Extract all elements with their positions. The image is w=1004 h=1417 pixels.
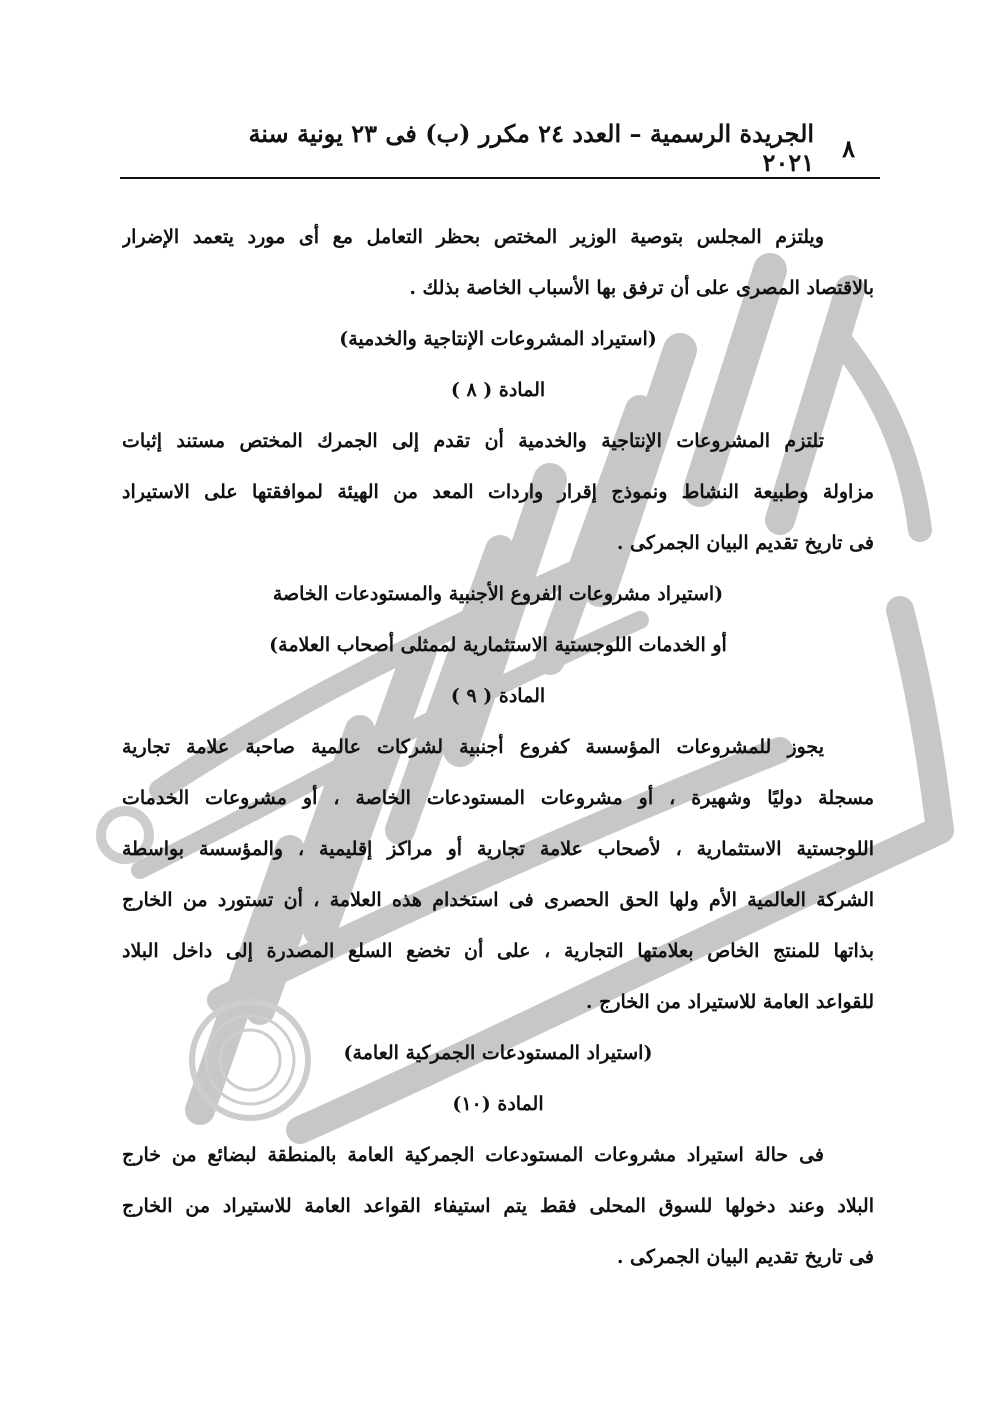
article-number: المادة ( ٨ ) <box>450 379 546 401</box>
body-line: بالاقتصاد المصرى على أن ترفق بها الأسباب الخاصة بذلك . <box>409 277 874 299</box>
body-line: تلتزم المشروعات الإنتاجية والخدمية أن تقدم إلى الجمرك المختص مستند إثبات <box>122 430 824 452</box>
body-line: ويلتزم المجلس بتوصية الوزير المختص بحظر التعامل مع أى مورد يتعمد الإضرار <box>122 226 824 248</box>
section-heading: (استيراد مشروعات الفروع الأجنبية والمستودعات الخاصة <box>272 583 724 605</box>
section-heading: (استيراد المستودعات الجمركية العامة) <box>343 1042 653 1064</box>
document-body <box>122 212 874 1283</box>
page-number: ٨ <box>842 133 855 163</box>
body-line: فى حالة استيراد مشروعات المستودعات الجمركية العامة بالمنطقة لبضائع من خارج <box>122 1144 824 1166</box>
page-header <box>205 119 855 177</box>
section-heading: (استيراد المشروعات الإنتاجية والخدمية) <box>339 328 657 350</box>
article-number: المادة (١٠) <box>452 1093 544 1115</box>
body-line: بذاتها للمنتج الخاص بعلامتها التجارية ، على أن تخضع السلع المصدرة إلى داخل البلاد <box>122 940 874 962</box>
body-line: الشركة العالمية الأم ولها الحق الحصرى فى استخدام هذه العلامة ، أن تستورد من الخارج <box>122 889 874 911</box>
article-number: المادة ( ٩ ) <box>450 685 546 707</box>
header-divider <box>120 177 880 179</box>
body-line: يجوز للمشروعات المؤسسة كفروع أجنبية لشركات عالمية صاحبة علامة تجارية <box>122 736 824 758</box>
body-line: مسجلة دوليًا وشهيرة ، أو مشروعات المستودعات الخاصة ، أو مشروعات الخدمات <box>122 787 874 809</box>
body-line: اللوجستية الاستثمارية ، لأصحاب علامة تجارية أو مراكز إقليمية ، والمؤسسة بواسطة <box>122 838 874 860</box>
body-line: للقواعد العامة للاستيراد من الخارج . <box>585 991 874 1013</box>
body-line: البلاد وعند دخولها للسوق المحلى فقط يتم استيفاء القواعد العامة للاستيراد من الخارج <box>122 1195 874 1217</box>
body-line: مزاولة وطبيعة النشاط ونموذج إقرار واردات المعد من الهيئة لموافقتها على الاستيراد <box>122 481 874 503</box>
section-heading: أو الخدمات اللوجستية الاستثمارية لممثلى أصحاب العلامة) <box>269 634 727 656</box>
body-line: فى تاريخ تقديم البيان الجمركى . <box>616 532 874 554</box>
body-line: فى تاريخ تقديم البيان الجمركى . <box>616 1246 874 1268</box>
gazette-issue-title: الجريدة الرسمية – العدد ٢٤ مكرر (ب) فى ٢٣ يونية سنة ٢٠٢١ <box>248 119 815 177</box>
